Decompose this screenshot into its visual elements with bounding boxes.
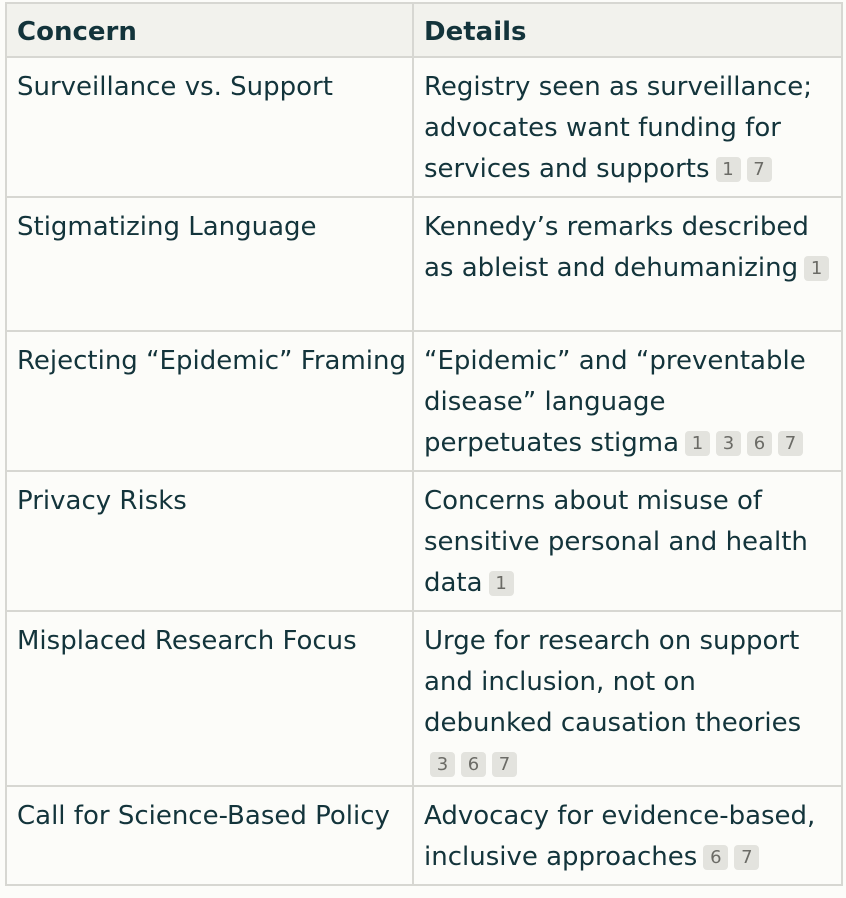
citation-badge[interactable]: 3 — [430, 752, 455, 777]
details-cell — [413, 57, 842, 197]
details-text: Concerns about misuse of sensitive personal and health data — [424, 486, 808, 598]
details-cell — [413, 786, 842, 885]
concern-cell: Rejecting “Epidemic” Framing — [6, 331, 413, 471]
citation-badge[interactable]: 1 — [804, 256, 829, 281]
details-text: “Epidemic” and “preventable disease” language perpetuates stigma — [424, 346, 806, 458]
details-cell — [413, 611, 842, 786]
citation-badge[interactable]: 6 — [747, 431, 772, 456]
citation-badge[interactable]: 1 — [489, 571, 514, 596]
citation-badge[interactable]: 6 — [703, 845, 728, 870]
details-cell — [413, 471, 842, 611]
details-text: Registry seen as surveillance; advocates want funding for services and supports — [424, 72, 812, 184]
citation-badge[interactable]: 1 — [685, 431, 710, 456]
concerns-table — [5, 2, 843, 886]
concern-cell: Privacy Risks — [6, 471, 413, 611]
citation-badge[interactable]: 1 — [716, 157, 741, 182]
citation-badge[interactable]: 7 — [492, 752, 517, 777]
concern-cell: Surveillance vs. Support — [6, 57, 413, 197]
table-header-row — [6, 3, 842, 57]
details-text: Urge for research on support and inclusion, not on debunked causation theories — [424, 626, 802, 738]
concern-cell: Call for Science-Based Policy — [6, 786, 413, 885]
citation-badge[interactable]: 6 — [461, 752, 486, 777]
details-cell — [413, 197, 842, 331]
table-row — [6, 471, 842, 611]
citation-badge[interactable]: 7 — [747, 157, 772, 182]
header-concern: Concern — [6, 3, 413, 57]
table-row — [6, 611, 842, 786]
concern-cell: Misplaced Research Focus — [6, 611, 413, 786]
table-row — [6, 331, 842, 471]
table-row — [6, 786, 842, 885]
citation-badge[interactable]: 3 — [716, 431, 741, 456]
table-row — [6, 197, 842, 331]
header-details: Details — [413, 3, 842, 57]
details-cell — [413, 331, 842, 471]
table-row — [6, 57, 842, 197]
details-text: Kennedy’s remarks described as ableist and dehumanizing — [424, 212, 809, 283]
concern-cell: Stigmatizing Language — [6, 197, 413, 331]
details-text: Advocacy for evidence-based, inclusive approaches — [424, 801, 816, 872]
citation-badge[interactable]: 7 — [778, 431, 803, 456]
citation-badge[interactable]: 7 — [734, 845, 759, 870]
